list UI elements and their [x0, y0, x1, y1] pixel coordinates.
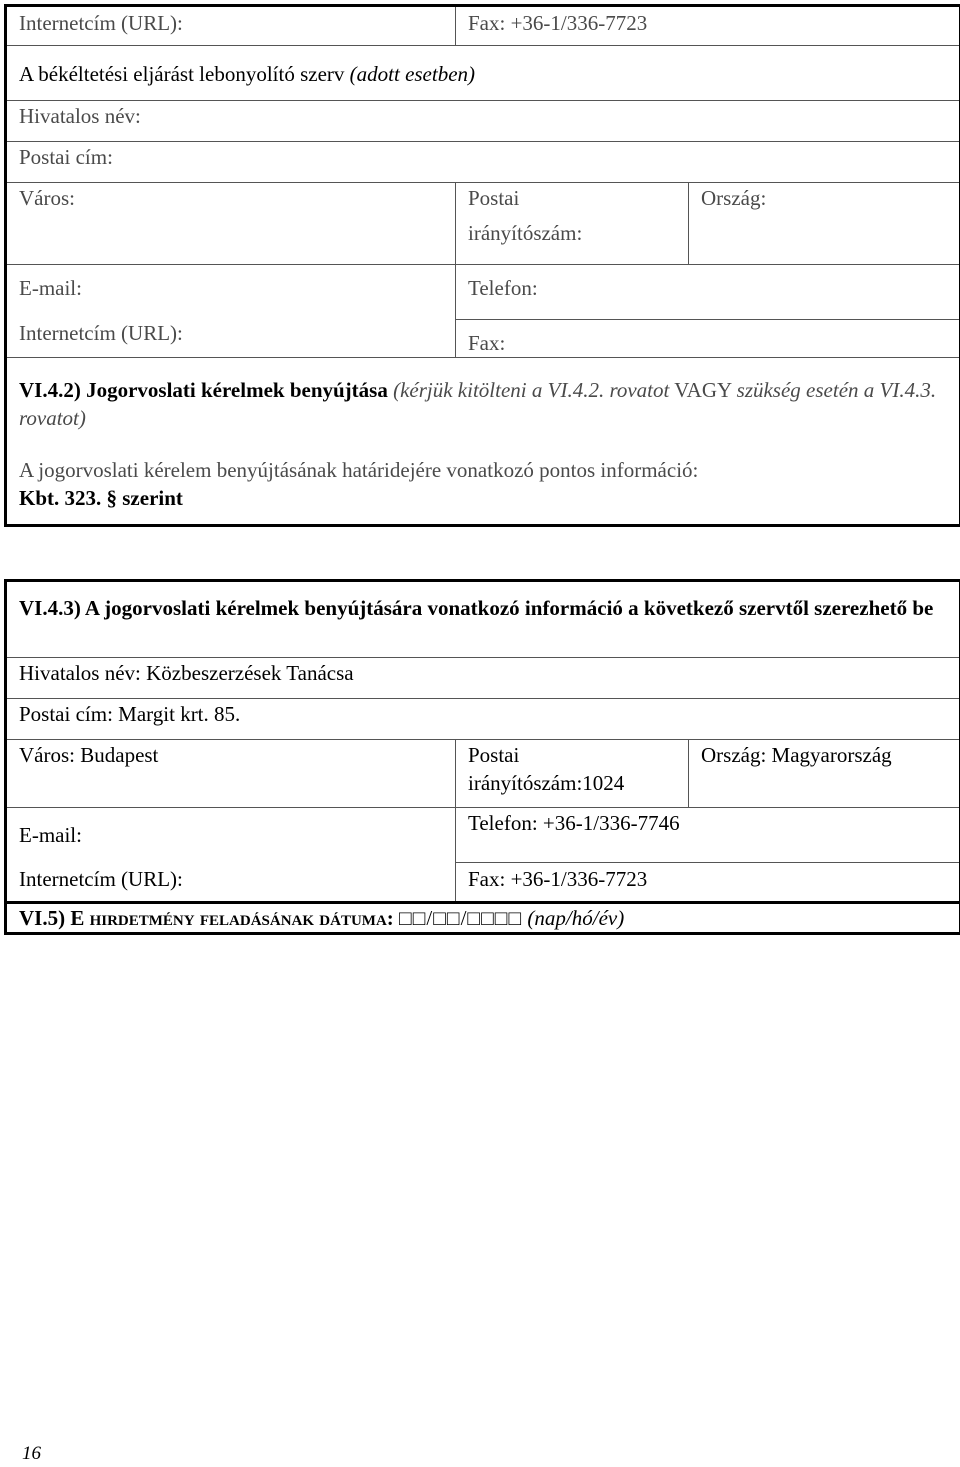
bekeltetes-fax-label: Fax:	[456, 320, 960, 358]
vi-4-3-phone: Telefon: +36-1/336-7746	[456, 808, 960, 863]
bekeltetes-heading-text: A békéltetési eljárást lebonyolító szerv	[19, 62, 344, 86]
vi-4-3-city: Város: Budapest	[6, 740, 456, 808]
vi-5-date-row	[6, 903, 960, 934]
vi-4-3-email: E-mail:	[6, 808, 456, 863]
bekeltetes-name-label: Hivatalos név:	[6, 101, 960, 142]
bekeltetes-heading-note: (adott esetben)	[350, 62, 475, 86]
jogorvoslat-info-table	[4, 579, 960, 935]
bekeltetes-country-label: Ország:	[689, 183, 960, 265]
bekeltetes-zip-label	[456, 183, 689, 265]
vi-4-3-fax: Fax: +36-1/336-7723	[456, 863, 960, 903]
vi-4-3-internet: Internetcím (URL):	[6, 863, 456, 903]
vi-4-3-heading: VI.4.3) A jogorvoslati kérelmek benyújtására vonatkozó információ a következő szervtől szerezhető be	[6, 581, 960, 658]
vi-4-3-address: Postai cím: Margit krt. 85.	[6, 699, 960, 740]
bekeltetes-heading	[6, 46, 960, 101]
fax-top: Fax: +36-1/336-7723	[456, 6, 960, 46]
vi-4-3-country: Ország: Magyarország	[689, 740, 960, 808]
vi-4-2-info	[6, 452, 960, 526]
vi-4-2-info-value: Kbt. 323. § szerint	[19, 484, 947, 512]
bekeltetes-address-label: Postai cím:	[6, 142, 960, 183]
vi-4-2-heading	[6, 358, 960, 452]
vi-5-date-format: (nap/hó/év)	[527, 906, 624, 930]
vi-4-2-heading-italic-2: szükség esetén a VI.4.3. rovatot)	[19, 378, 936, 430]
bekeltetes-table	[4, 4, 960, 527]
vi-5-label: hirdetmény feladásának dátuma:	[90, 906, 394, 930]
vi-4-3-name: Hivatalos név: Közbeszerzések Tanácsa	[6, 658, 960, 699]
bekeltetes-zip-label-1: Postai	[468, 185, 676, 212]
vi-4-2-info-text: A jogorvoslati kérelem benyújtásának határidejére vonatkozó pontos információ:	[19, 456, 947, 484]
internet-label-top: Internetcím (URL):	[6, 6, 456, 46]
bekeltetes-email-label: E-mail:	[6, 265, 456, 320]
bekeltetes-internet-label: Internetcím (URL):	[6, 320, 456, 358]
vi-4-3-zip-2: irányítószám:1024	[468, 770, 676, 797]
vi-4-2-heading-italic-1: (kérjük kitölteni a VI.4.2. rovatot	[393, 378, 669, 402]
page-number: 16	[22, 1440, 41, 1467]
vi-4-3-zip-1: Postai	[468, 742, 676, 769]
vi-4-3-zip	[456, 740, 689, 808]
vi-5-date-boxes: □□/□□/□□□□	[399, 906, 522, 930]
vi-5-prefix: VI.5) E	[19, 906, 90, 930]
bekeltetes-zip-label-2: irányítószám:	[468, 220, 676, 247]
bekeltetes-city-label: Város:	[6, 183, 456, 265]
bekeltetes-phone-label: Telefon:	[456, 265, 960, 320]
vi-4-2-heading-bold: VI.4.2) Jogorvoslati kérelmek benyújtása	[19, 378, 388, 402]
vi-4-2-heading-vagy: VAGY	[674, 378, 731, 402]
